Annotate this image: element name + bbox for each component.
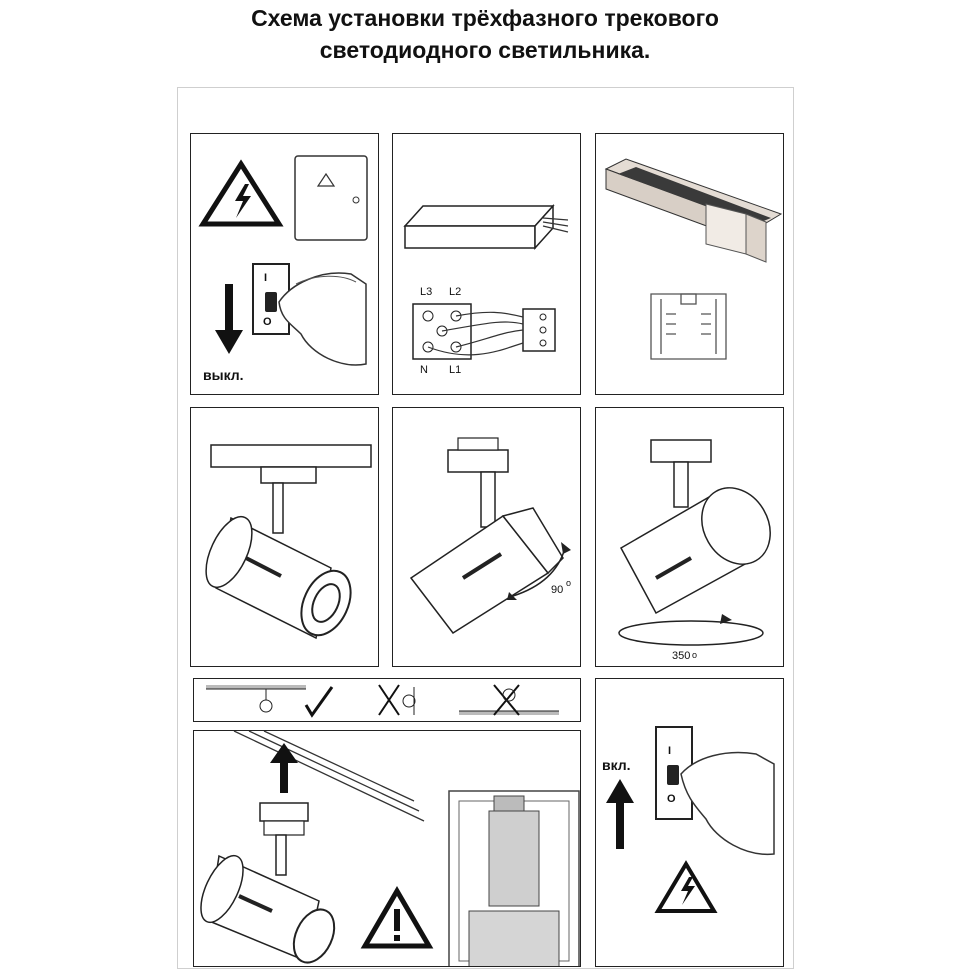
power-off-label: выкл. (203, 367, 244, 383)
page-title-line2: светодиодного светильника. (319, 37, 651, 63)
step-wiring-panel (392, 133, 581, 395)
step-rotate-vertical-panel (392, 407, 581, 667)
spotlight-body-icon (411, 508, 563, 633)
track-section-icon (449, 791, 579, 967)
rotate-horizontal-angle: 350 (672, 650, 691, 662)
page-title-line1: Схема установки трёхфазного трекового (251, 5, 719, 31)
arrow-up-icon (606, 779, 634, 849)
rotate-arrow-icon (619, 614, 763, 645)
switch-on-mark: I (264, 272, 268, 284)
electrical-box-icon (295, 156, 367, 240)
driver-box-icon (405, 206, 568, 248)
track-adapter-icon (651, 440, 711, 507)
cross-icon (379, 685, 399, 715)
step-power-on-panel (595, 678, 784, 967)
step-power-off-panel (190, 133, 379, 395)
step-install-panel (193, 730, 581, 967)
terminal-label-l3: L3 (420, 286, 433, 298)
track-rail-icon (606, 159, 781, 262)
terminal-label-l1: L1 (449, 364, 462, 376)
rotate-horizontal-degree: o (692, 650, 698, 660)
arrow-down-icon (215, 284, 243, 354)
step-rotate-horizontal-panel (595, 407, 784, 667)
step-orientation-panel (193, 678, 581, 722)
check-icon (306, 687, 332, 715)
hand-icon (279, 273, 366, 365)
spotlight-body-icon (621, 475, 784, 613)
track-adapter-icon (260, 803, 308, 875)
spotlight-body-icon (194, 850, 342, 967)
switch-on-mark: I (668, 745, 672, 757)
hand-icon (681, 753, 774, 855)
step-track-panel (595, 133, 784, 395)
step-fixture-panel (190, 407, 379, 667)
switch-off-mark: O (667, 793, 676, 805)
terminal-label-n: N (420, 364, 428, 376)
high-voltage-warning-icon (658, 864, 714, 911)
switch-off-mark: O (263, 316, 272, 328)
terminal-label-l2: L2 (449, 286, 462, 298)
high-voltage-warning-icon (203, 164, 279, 224)
rotate-vertical-degree: o (566, 578, 572, 588)
caution-icon (365, 891, 429, 946)
track-section-icon (651, 294, 726, 359)
track-adapter-icon (448, 438, 508, 527)
power-on-label: вкл. (602, 757, 631, 773)
rotate-vertical-angle: 90 (551, 584, 564, 596)
